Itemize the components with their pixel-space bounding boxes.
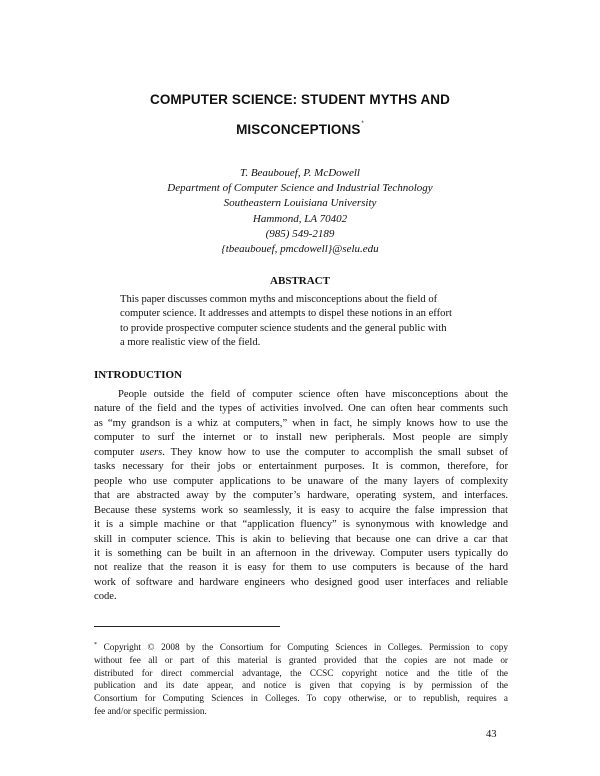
introduction-line: people who use computer applications to be unaware of the many layers of complexity [94,475,508,487]
footnote-divider [94,626,280,627]
abstract-line: This paper discusses common myths and misconceptions about the field of [120,294,438,305]
paper-title-line-2 [0,122,600,137]
abstract-line: computer science. It addresses and attempts to dispel these notions in an effort [120,308,452,320]
introduction-line: computer to surf the internet or to install new peripherals. Most people are simply [94,432,508,444]
footnote-line-text: Copyright © 2008 by the Consortium for Computing Sciences in Colleges. Permission to copy [103,642,508,652]
introduction-line: nature of the field and the types of activities involved. One can often hear comments such [94,403,508,415]
introduction-line: code. [94,591,117,603]
author-email: {tbeaubouef, pmcdowell}@selu.edu [221,243,379,256]
paper-title-text: MISCONCEPTIONS [236,122,361,137]
introduction-line: Because these systems work so seamlessly, it is easy to acquire the false impression that [94,504,508,516]
footnote-line: fee and/or specific permission. [94,705,207,716]
introduction-line: as “my grandson is a whiz at computers,” when in fact, he simply knows how to use the [94,417,508,429]
introduction-body [94,388,508,605]
footnote-line: publication and its date appear, and notice is given that copying is by permission of the [94,680,508,691]
introduction-line: work of software and hardware engineers who designed good user interfaces and reliable [94,576,508,588]
abstract-heading: ABSTRACT [270,275,330,287]
footnote-line [94,641,508,654]
emphasized-word: users [139,446,163,458]
author-city: Hammond, LA 70402 [252,212,348,225]
footnote-line: without fee all or part of this material is granted provided that the copies are not made or [94,654,508,665]
introduction-line: tasks necessary for their jobs or entertainment purposes. It is common, therefore, for [94,461,508,473]
introduction-line: computer users. They know how to use the computer to accomplish the small subset of [94,446,509,458]
introduction-line: People outside the field of computer science often have misconceptions about the [118,389,508,400]
title-footnote-marker: * [361,121,364,127]
introduction-line: it is a simple machine or that “application fluency” is synonymous with knowledge and [94,519,508,531]
author-university: Southeastern Louisiana University [223,197,377,210]
page-number: 43 [486,729,497,740]
footnote-marker: * [94,642,97,648]
paper-title-line-1: COMPUTER SCIENCE: STUDENT MYTHS AND [149,92,450,107]
introduction-line: that are abstracted away by the computer’s hardware, operating system, and interfaces. [94,490,508,502]
abstract-line: a more realistic view of the field. [120,337,261,349]
copyright-footnote [94,641,508,718]
footnote-line: Consortium for Computing Sciences in Colleges. To copy otherwise, or to republish, requires a [94,693,508,704]
author-department: Department of Computer Science and Industrial Technology [167,182,433,195]
author-phone: (985) 549-2189 [265,227,335,240]
author-block [0,166,600,257]
footnote-line: distributed for direct commercial advantage, the CCSC copyright notice and the title of the [94,667,508,678]
introduction-line: skill in computer science. This is akin to believing that because one can drive a car that [94,533,508,545]
introduction-heading: INTRODUCTION [94,369,183,381]
abstract-body [120,293,492,351]
introduction-line: not realize that the reason it is easy for them to use computers is because of the hard [94,562,508,574]
introduction-line: it is something can be built in an afternoon in the driveway. Computer users typically do [94,547,508,559]
author-names: T. Beaubouef, P. McDowell [240,167,360,179]
abstract-line: to provide prospective computer science students and the general public with [120,322,447,334]
